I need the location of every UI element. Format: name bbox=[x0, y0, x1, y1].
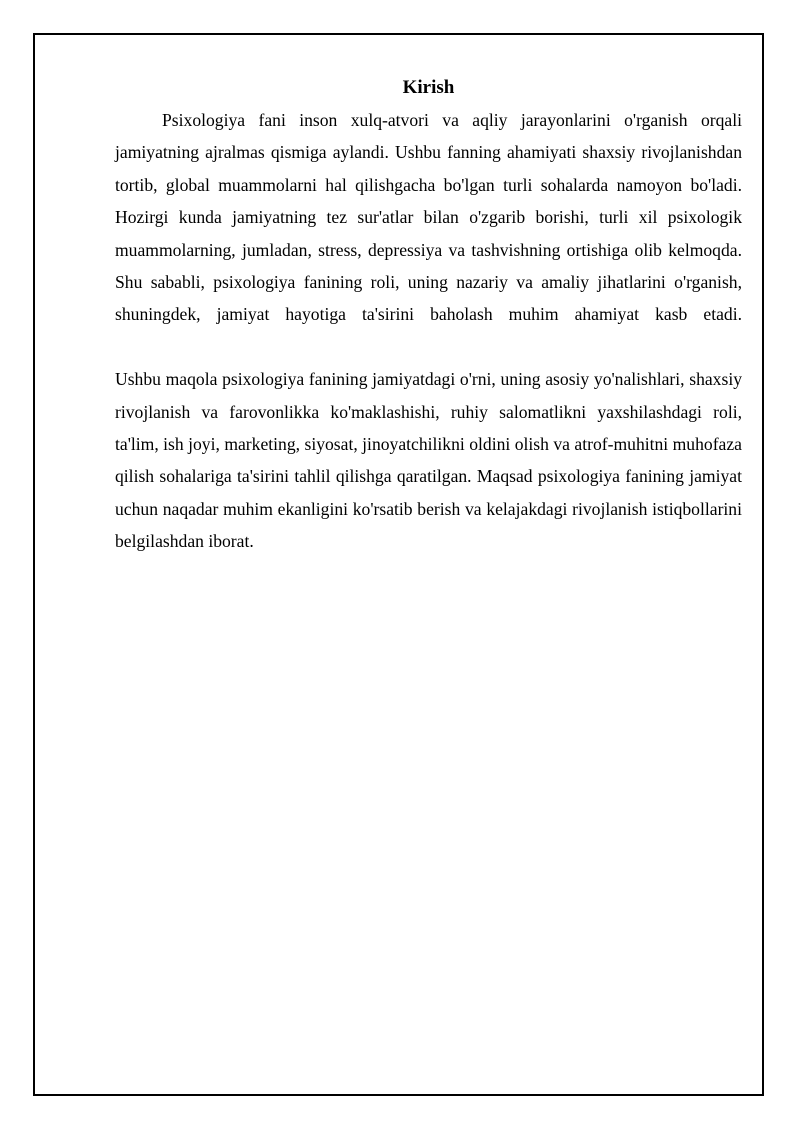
section-title: Kirish bbox=[402, 77, 455, 98]
document-body bbox=[115, 72, 742, 558]
paragraph-purpose: Ushbu maqola psixologiya fanining jamiyatdagi o'rni, uning asosiy yo'nalishlari, shaxsiy rivojlanish va farovonlikka ko'maklashishi, ruhiy salomatlikni yaxshilashdagi roli, ta'lim, ish joyi, marketing, siyosat, jinoyatchilikni oldini olish va atrof-muhitni muhofaza qilish sohalariga ta'sirini tahlil qilishga qaratilgan. Maqsad psixologiya fanining jamiyat uchun naqadar muhim ekanligini ko'rsatib berish va kelajakdagi rivojlanish istiqbollarini belgilashdan iborat. bbox=[115, 369, 742, 552]
paragraph-intro: Psixologiya fani inson xulq-atvori va aqliy jarayonlarini o'rganish orqali jamiyatning ajralmas qismiga aylandi. Ushbu fanning ahamiyati shaxsiy rivojlanishdan tortib, global muammolarni hal qilishgacha bo'lgan turli sohalarda namoyon bo'ladi. Hozirgi kunda jamiyatning tez sur'atlar bilan o'zgarib borishi, turli xil psixologik muammolarning, jumladan, stress, depressiya va tashvishning ortishiga olib kelmoqda. Shu sababli, psixologiya fanining roli, uning nazariy va amaliy jihatlarini o'rganish, shuningdek, jamiyat hayotiga ta'sirini baholash muhim ahamiyat kasb etadi. bbox=[115, 110, 742, 325]
